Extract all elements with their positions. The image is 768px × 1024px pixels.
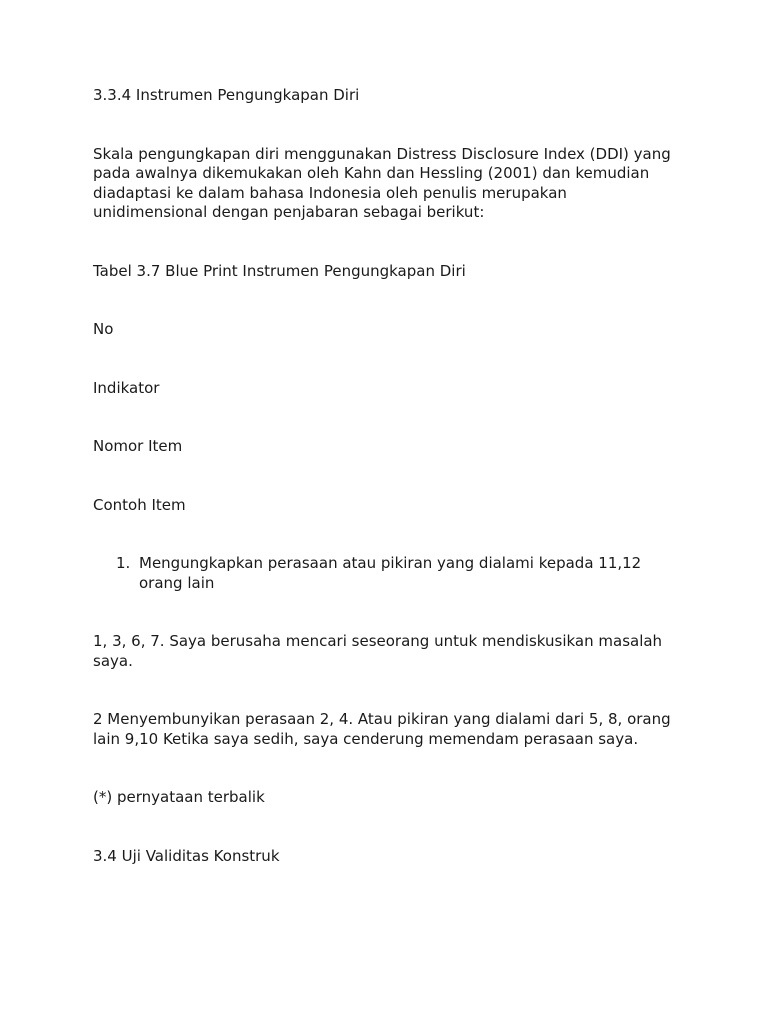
table-header-item-example: Contoh Item bbox=[93, 495, 186, 514]
table-header-item-number: Nomor Item bbox=[93, 437, 183, 455]
table-title: Tabel 3.7 Blue Print Instrumen Pengungkapan Diri bbox=[93, 261, 466, 280]
list-item-text: Mengungkapkan perasaan atau pikiran yang dialami kepada 11,12 orang lain bbox=[139, 554, 642, 592]
table-header-indicator: Indikator bbox=[93, 378, 160, 397]
indicator-list bbox=[93, 554, 673, 593]
list-item-marker: 1. bbox=[116, 554, 131, 572]
table-header-no: No bbox=[93, 320, 114, 338]
table-row-2: 2 Menyembunyikan perasaan 2, 4. Atau pikiran yang dialami dari 5, 8, orang lain 9,10 Ketika saya sedih, saya cenderung memendam perasaan saya. bbox=[93, 710, 671, 748]
table-row-1-continuation: 1, 3, 6, 7. Saya berusaha mencari seseorang untuk mendiskusikan masalah saya. bbox=[93, 632, 663, 670]
section-heading: 3.3.4 Instrumen Pengungkapan Diri bbox=[93, 86, 360, 104]
next-section-heading: 3.4 Uji Validitas Konstruk bbox=[93, 846, 280, 865]
list-item bbox=[93, 554, 673, 593]
intro-paragraph: Skala pengungkapan diri menggunakan Distress Disclosure Index (DDI) yang pada awalnya dikemukakan oleh Kahn dan Hessling (2001) dan kemudian diadaptasi ke dalam bahasa Indonesia oleh penulis merupakan unidimensional dengan penjabaran sebagai berikut: bbox=[93, 144, 671, 221]
document-page bbox=[93, 86, 673, 905]
footnote: (*) pernyataan terbalik bbox=[93, 788, 265, 806]
